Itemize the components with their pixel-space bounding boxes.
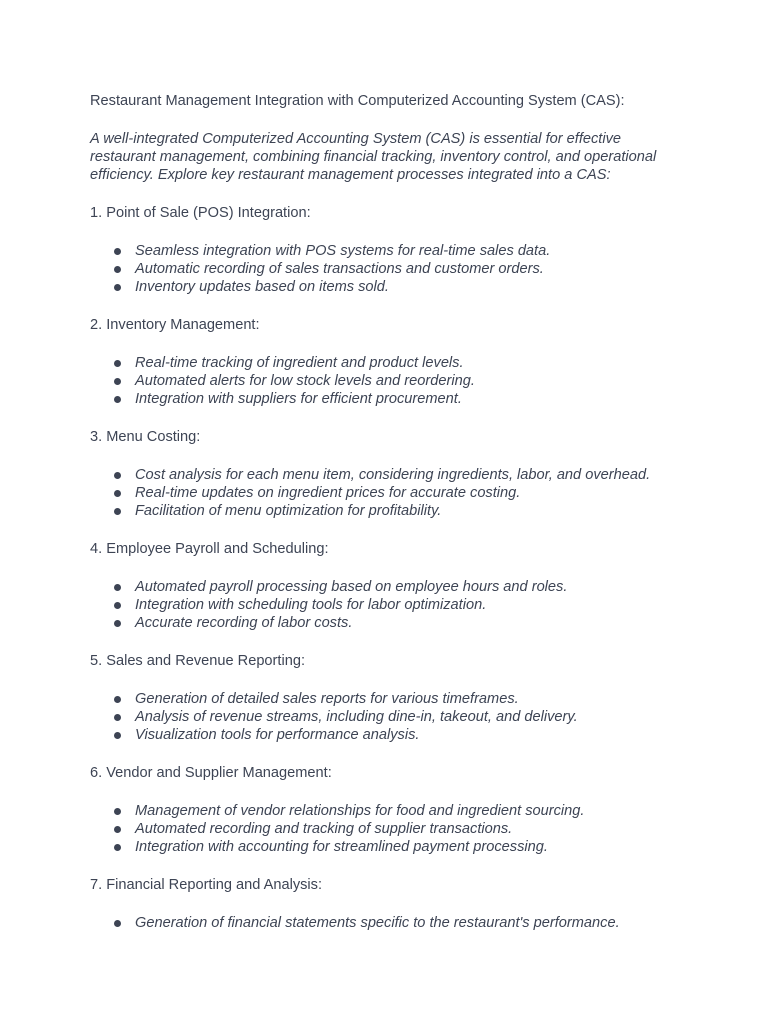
bullet-icon	[114, 472, 121, 479]
list-item-text: Automated payroll processing based on employee hours and roles.	[135, 579, 568, 595]
list-item	[90, 914, 690, 932]
list-item	[90, 820, 690, 838]
list-item	[90, 708, 690, 726]
list-item	[90, 614, 690, 632]
list-item	[90, 390, 690, 408]
bullet-icon	[114, 378, 121, 385]
list-item-text: Integration with suppliers for efficient procurement.	[135, 391, 462, 407]
bullet-list	[90, 802, 690, 856]
section-heading: 3. Menu Costing:	[90, 429, 201, 445]
list-item-text: Generation of detailed sales reports for various timeframes.	[135, 691, 519, 707]
document-page	[90, 92, 690, 932]
list-item-text: Accurate recording of labor costs.	[135, 615, 353, 631]
bullet-icon	[114, 266, 121, 273]
bullet-icon	[114, 284, 121, 291]
list-item	[90, 484, 690, 502]
list-item	[90, 502, 690, 520]
list-item	[90, 596, 690, 614]
bullet-list	[90, 466, 690, 520]
list-item	[90, 466, 690, 484]
bullet-icon	[114, 696, 121, 703]
list-item-text: Cost analysis for each menu item, considering ingredients, labor, and overhead.	[135, 467, 651, 483]
bullet-icon	[114, 714, 121, 721]
section-heading: 2. Inventory Management:	[90, 317, 260, 333]
bullet-list	[90, 578, 690, 632]
bullet-icon	[114, 360, 121, 367]
bullet-icon	[114, 602, 121, 609]
list-item	[90, 690, 690, 708]
bullet-icon	[114, 732, 121, 739]
list-item-text: Real-time updates on ingredient prices for accurate costing.	[135, 485, 521, 501]
bullet-icon	[114, 844, 121, 851]
bullet-icon	[114, 490, 121, 497]
list-item	[90, 838, 690, 856]
list-item-text: Management of vendor relationships for food and ingredient sourcing.	[135, 803, 585, 819]
list-item-text: Visualization tools for performance analysis.	[135, 727, 420, 743]
bullet-list	[90, 914, 690, 932]
section-heading: 5. Sales and Revenue Reporting:	[90, 653, 305, 669]
list-item-text: Real-time tracking of ingredient and product levels.	[135, 355, 464, 371]
list-item	[90, 372, 690, 390]
list-item-text: Automatic recording of sales transactions and customer orders.	[135, 261, 544, 277]
bullet-icon	[114, 826, 121, 833]
list-item-text: Seamless integration with POS systems for real-time sales data.	[135, 243, 551, 259]
list-item	[90, 260, 690, 278]
bullet-icon	[114, 920, 121, 927]
list-item-text: Integration with accounting for streamlined payment processing.	[135, 839, 548, 855]
bullet-list	[90, 354, 690, 408]
bullet-list	[90, 690, 690, 744]
bullet-icon	[114, 396, 121, 403]
list-item	[90, 278, 690, 296]
list-item-text: Automated alerts for low stock levels and reordering.	[135, 373, 475, 389]
bullet-list	[90, 242, 690, 296]
bullet-icon	[114, 248, 121, 255]
list-item-text: Generation of financial statements specific to the restaurant's performance.	[135, 915, 620, 931]
list-item	[90, 354, 690, 372]
bullet-icon	[114, 584, 121, 591]
list-item-text: Automated recording and tracking of supplier transactions.	[135, 821, 513, 837]
list-item-text: Inventory updates based on items sold.	[135, 279, 389, 295]
section-heading: 6. Vendor and Supplier Management:	[90, 765, 332, 781]
section-heading: 4. Employee Payroll and Scheduling:	[90, 541, 329, 557]
section-heading: 7. Financial Reporting and Analysis:	[90, 877, 323, 893]
document-title: Restaurant Management Integration with Computerized Accounting System (CAS):	[90, 93, 625, 109]
bullet-icon	[114, 808, 121, 815]
section-heading: 1. Point of Sale (POS) Integration:	[90, 205, 311, 221]
list-item	[90, 242, 690, 260]
list-item	[90, 578, 690, 596]
bullet-icon	[114, 508, 121, 515]
list-item	[90, 802, 690, 820]
list-item-text: Integration with scheduling tools for labor optimization.	[135, 597, 487, 613]
bullet-icon	[114, 620, 121, 627]
list-item-text: Facilitation of menu optimization for profitability.	[135, 503, 442, 519]
list-item	[90, 726, 690, 744]
sections-container	[90, 204, 690, 932]
intro-paragraph: A well-integrated Computerized Accounting System (CAS) is essential for effective restaurant management, combining financial tracking, inventory control, and operational efficiency. Explore key restaurant management processes integrated into a CAS:	[90, 131, 657, 183]
list-item-text: Analysis of revenue streams, including dine-in, takeout, and delivery.	[135, 709, 578, 725]
